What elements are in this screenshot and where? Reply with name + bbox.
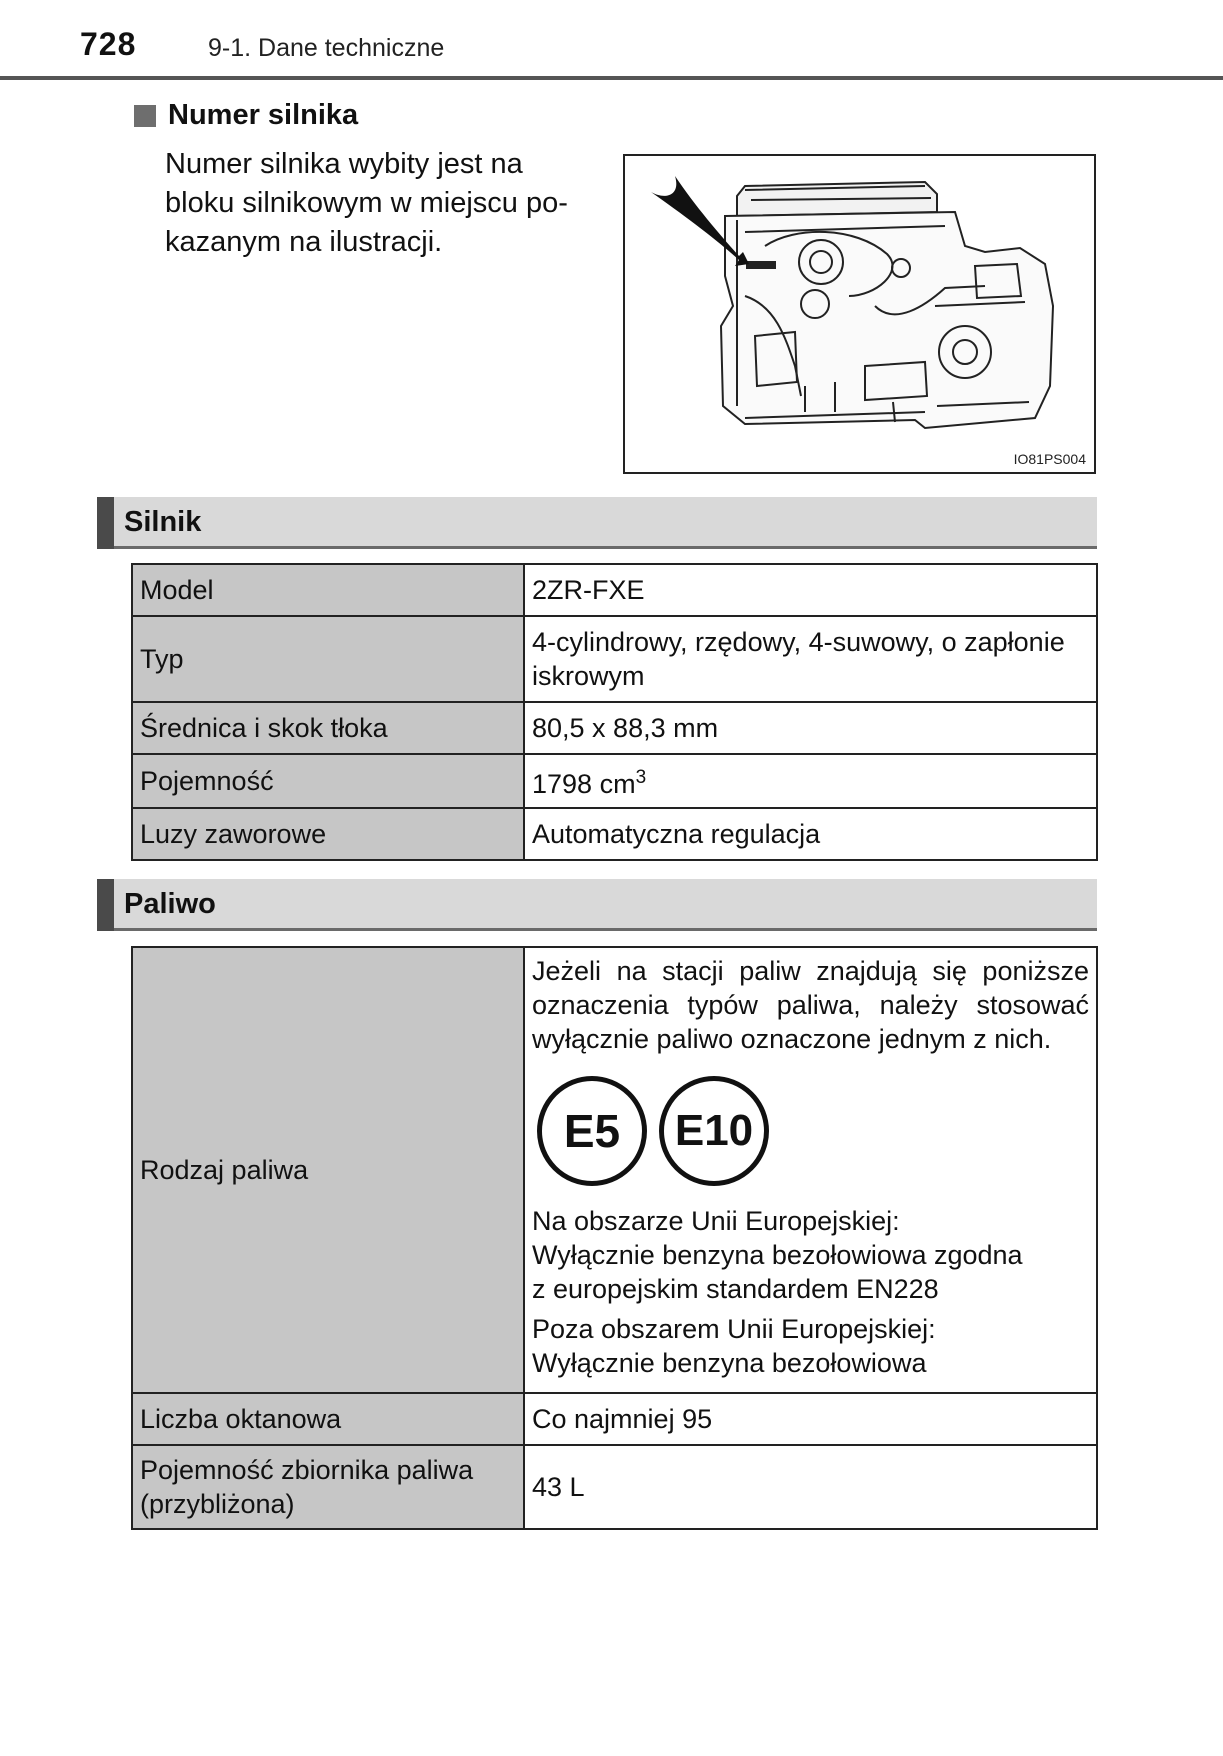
engine-block-drawing	[721, 182, 1053, 428]
e5-fuel-badge-icon: E5	[537, 1076, 647, 1186]
header-rule	[0, 76, 1223, 80]
section-accent	[97, 879, 114, 931]
page-number: 728	[80, 26, 137, 62]
row-value: Co najmniej 95	[524, 1393, 1097, 1445]
row-value: 43 L	[524, 1445, 1097, 1529]
note-line: Poza obszarem Unii Europejskiej:	[532, 1314, 936, 1344]
e10-fuel-badge-icon: E10	[659, 1076, 769, 1186]
description-line: bloku silnikowym w miejscu po-	[165, 187, 568, 219]
section-title-paliwo: Paliwo	[124, 888, 216, 920]
description-line: Numer silnika wybity jest na	[165, 148, 523, 180]
row-label: Średnica i skok tłoka	[132, 702, 524, 754]
row-label: Pojemność	[132, 754, 524, 808]
fuel-badges	[537, 1076, 1089, 1186]
table-row	[132, 702, 1097, 754]
row-value: 2ZR-FXE	[524, 564, 1097, 616]
engine-figure	[623, 154, 1096, 474]
row-value: 80,5 x 88,3 mm	[524, 702, 1097, 754]
table-row	[132, 947, 1097, 1393]
fuel-type-value	[524, 947, 1097, 1393]
row-value: 4-cylindrowy, rzędowy, 4-suwowy, o zapłonie iskrowym	[524, 616, 1097, 702]
fuel-spec-table	[131, 946, 1098, 1530]
table-row	[132, 1445, 1097, 1529]
label-line: Pojemność zbiornika paliwa	[140, 1455, 474, 1485]
description-line: kazanym na ilustracji.	[165, 226, 443, 258]
displacement-unit-superscript: 3	[635, 767, 647, 788]
row-label: Liczba oktanowa	[132, 1393, 524, 1445]
engine-illustration	[625, 156, 1094, 472]
row-label: Luzy zaworowe	[132, 808, 524, 860]
engine-spec-table	[131, 563, 1098, 861]
note-line: Wyłącznie benzyna bezołowiowa zgodna	[532, 1240, 1023, 1270]
table-row	[132, 1393, 1097, 1445]
row-label: Model	[132, 564, 524, 616]
section-bar-paliwo	[97, 879, 1097, 931]
displacement-value: 1798 cm	[532, 769, 636, 799]
non-eu-fuel-note	[532, 1312, 1089, 1380]
row-value: Automatyczna regulacja	[524, 808, 1097, 860]
row-label: Typ	[132, 616, 524, 702]
fuel-intro-text: Jeżeli na stacji paliw znajdują się poniższe oznaczenia typów paliwa, należy stosować wyłącznie paliwo oznaczone jednym z nich.	[532, 956, 1089, 1054]
note-line: z europejskim standardem EN228	[532, 1274, 939, 1304]
eu-fuel-note	[532, 1204, 1089, 1306]
row-value	[524, 754, 1097, 808]
row-label	[132, 1445, 524, 1529]
note-line: Wyłącznie benzyna bezołowiowa	[532, 1348, 927, 1378]
row-label: Rodzaj paliwa	[132, 947, 524, 1393]
table-row	[132, 754, 1097, 808]
engine-number-description	[165, 145, 597, 262]
engine-number-heading	[134, 99, 358, 132]
heading-square-icon	[134, 105, 156, 127]
figure-code: IO81PS004	[1013, 451, 1086, 467]
label-line: (przybliżona)	[140, 1489, 295, 1519]
section-accent	[97, 497, 114, 549]
section-path: 9-1. Dane techniczne	[208, 34, 445, 62]
table-row	[132, 808, 1097, 860]
note-line: Na obszarze Unii Europejskiej:	[532, 1206, 900, 1236]
table-row	[132, 616, 1097, 702]
engine-number-heading-text: Numer silnika	[168, 99, 359, 131]
section-bar-silnik	[97, 497, 1097, 549]
section-title-silnik: Silnik	[124, 506, 202, 538]
table-row	[132, 564, 1097, 616]
